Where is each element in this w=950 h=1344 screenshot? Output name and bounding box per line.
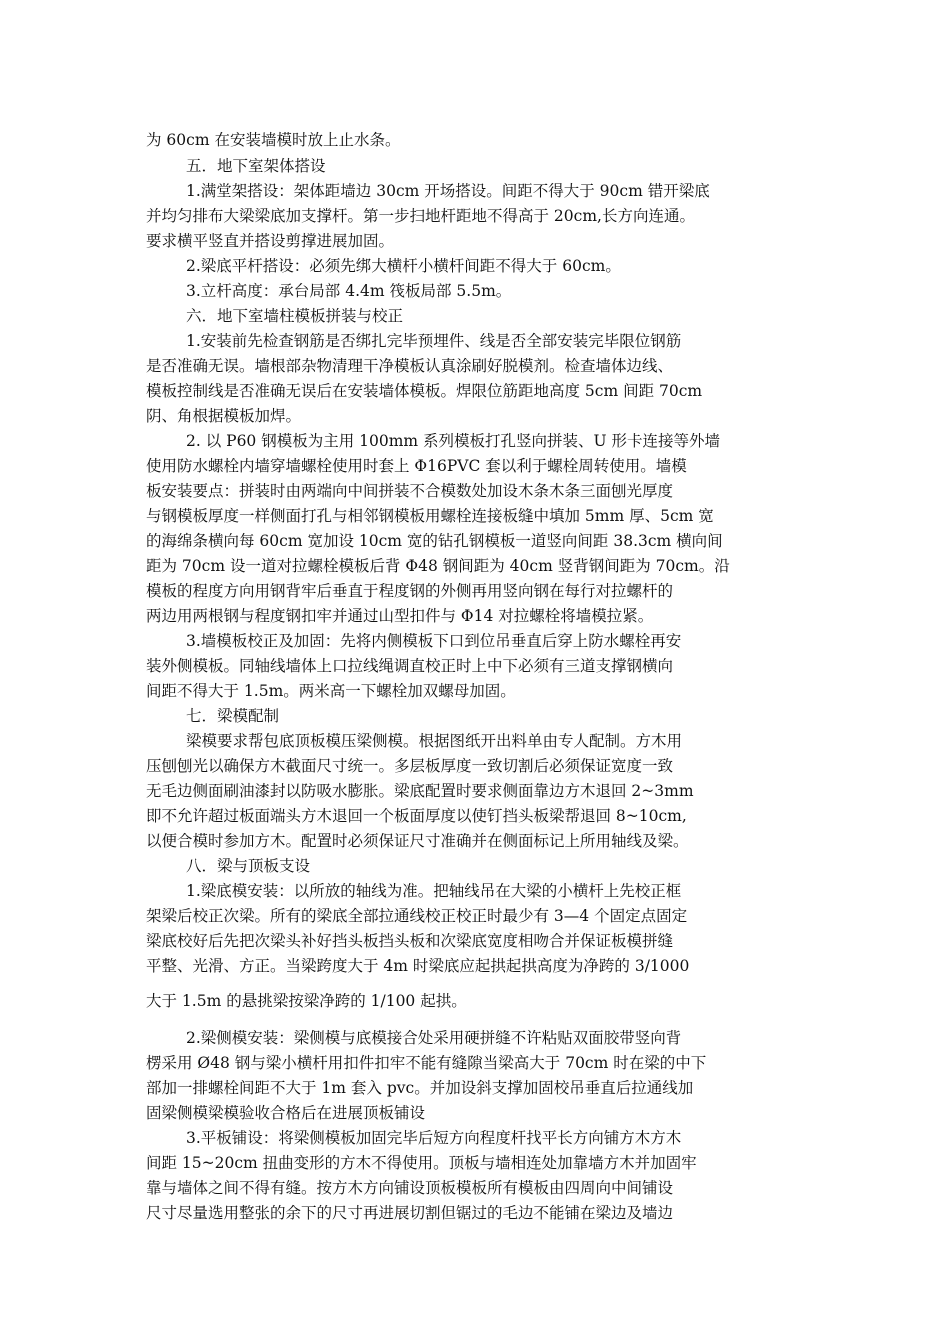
text-line: 两边用两根钢与程度钢扣牢并通过山型扣件与 Φ14 对拉螺栓将墙模拉紧。 xyxy=(146,607,654,625)
text-line: 压刨刨光以确保方木截面尺寸统一。多层板厚度一致切割后必须保证宽度一致 xyxy=(146,757,674,775)
text-line: 即不允许超过板面端头方木退回一个板面厚度以使钉挡头板梁帮退回 8~10cm, xyxy=(146,807,687,825)
text-line: 3.墙模板校正及加固：先将内侧模板下口到位吊垂直后穿上防水螺栓再安 xyxy=(186,632,682,650)
text-line: 装外侧模板。同轴线墙体上口拉线绳调直校正时上中下必须有三道支撑钢横向 xyxy=(146,657,674,675)
text-line: 梁模要求帮包底顶板模压梁侧模。根据图纸开出料单由专人配制。方木用 xyxy=(186,732,683,750)
text-line: 以便合模时参加方木。配置时必须保证尺寸准确并在侧面标记上所用轴线及梁。 xyxy=(146,832,689,850)
text-line: 间距不得大于 1.5m。两米高一下螺栓加双螺母加固。 xyxy=(146,682,516,700)
text-line: 间距 15~20cm 扭曲变形的方木不得使用。顶板与墙相连处加靠墙方木并加固牢 xyxy=(146,1154,697,1172)
text-line: 的海绵条横向每 60cm 宽加设 10cm 宽的钻孔钢模板一道竖向间距 38.3cm 横向间 xyxy=(146,532,723,550)
text-line: 为 60cm 在安装墙模时放上止水条。 xyxy=(146,131,401,149)
section-heading: 五．地下室架体搭设 xyxy=(186,157,326,175)
text-line: 阴、角根据模板加焊。 xyxy=(146,407,302,425)
section-heading: 八．梁与顶板支设 xyxy=(186,857,311,875)
text-line: 大于 1.5m 的悬挑梁按梁净跨的 1/100 起拱。 xyxy=(146,992,467,1010)
text-line: 与钢模板厚度一样侧面打孔与相邻钢模板用螺栓连接板缝中填加 5mm 厚、5cm 宽 xyxy=(146,507,714,525)
text-line: 楞采用 Ø48 钢与梁小横杆用扣件扣牢不能有缝隙当梁高大于 70cm 时在梁的中下 xyxy=(146,1054,707,1072)
text-line: 距为 70cm 设一道对拉螺栓模板后背 Φ48 钢间距为 40cm 竖背钢间距为 70cm。沿 xyxy=(146,557,730,575)
text-line: 模板控制线是否准确无误后在安装墙体模板。焊限位筋距地高度 5cm 间距 70cm xyxy=(146,382,703,400)
text-line: 1.安装前先检查钢筋是否绑扎完毕预埋件、线是否全部安装完毕限位钢筋 xyxy=(186,332,682,350)
text-line: 板安装要点：拼装时由两端向中间拼装不合模数处加设木条木条三面刨光厚度 xyxy=(146,482,674,500)
text-line: 是否准确无误。墙根部杂物清理干净模板认真涂刷好脱模剂。检查墙体边线、 xyxy=(146,357,674,375)
text-line: 2.梁底平杆搭设：必须先绑大横杆小横杆间距不得大于 60cm。 xyxy=(186,257,621,275)
section-heading: 七．梁模配制 xyxy=(186,707,280,725)
text-line: 1.满堂架搭设：架体距墙边 30cm 开场搭设。间距不得大于 90cm 错开梁底 xyxy=(186,182,710,200)
text-line: 要求横平竖直并搭设剪撑进展加固。 xyxy=(146,232,395,250)
text-line: 尺寸尽量选用整张的余下的尺寸再进展切割但锯过的毛边不能铺在梁边及墙边 xyxy=(146,1204,674,1222)
text-line: 2.梁侧模安装：梁侧模与底模接合处采用硬拼缝不许粘贴双面胶带竖向背 xyxy=(186,1029,682,1047)
text-line: 2. 以 P60 钢模板为主用 100mm 系列模板打孔竖向拼装、U 形卡连接等外墙 xyxy=(186,432,721,450)
text-line: 固梁侧模梁模验收合格后在进展顶板铺设 xyxy=(146,1104,426,1122)
text-line: 使用防水螺栓内墙穿墙螺栓使用时套上 Φ16PVC 套以利于螺栓周转使用。墙模 xyxy=(146,457,687,475)
text-line: 靠与墙体之间不得有缝。按方木方向铺设顶板模板所有模板由四周向中间铺设 xyxy=(146,1179,674,1197)
text-line: 1.梁底模安装：以所放的轴线为准。把轴线吊在大梁的小横杆上先校正框 xyxy=(186,882,682,900)
text-line: 部加一排螺栓间距不大于 1m 套入 pvc。并加设斜支撑加固校吊垂直后拉通线加 xyxy=(146,1079,694,1097)
text-line: 模板的程度方向用钢背牢后垂直于程度钢的外侧再用竖向钢在每行对拉螺杆的 xyxy=(146,582,674,600)
section-heading: 六．地下室墙柱模板拼装与校正 xyxy=(186,307,404,325)
text-line: 平整、光滑、方正。当梁跨度大于 4m 时梁底应起拱起拱高度为净跨的 3/1000 xyxy=(146,957,690,975)
text-line: 并均匀排布大梁梁底加支撑杆。第一步扫地杆距地不得高于 20cm,长方向连通。 xyxy=(146,207,695,225)
text-line: 架梁后校正次梁。所有的梁底全部拉通线校正校正时最少有 3—4 个固定点固定 xyxy=(146,907,688,925)
text-line: 3.立杆高度：承台局部 4.4m 筏板局部 5.5m。 xyxy=(186,282,512,300)
text-line: 梁底校好后先把次梁头补好挡头板挡头板和次梁底宽度相吻合并保证板模拼缝 xyxy=(146,932,674,950)
text-line: 3.平板铺设：将梁侧模板加固完毕后短方向程度杆找平长方向铺方木方木 xyxy=(186,1129,682,1147)
text-line: 无毛边侧面刷油漆封以防吸水膨胀。梁底配置时要求侧面靠边方木退回 2~3mm xyxy=(146,782,694,800)
